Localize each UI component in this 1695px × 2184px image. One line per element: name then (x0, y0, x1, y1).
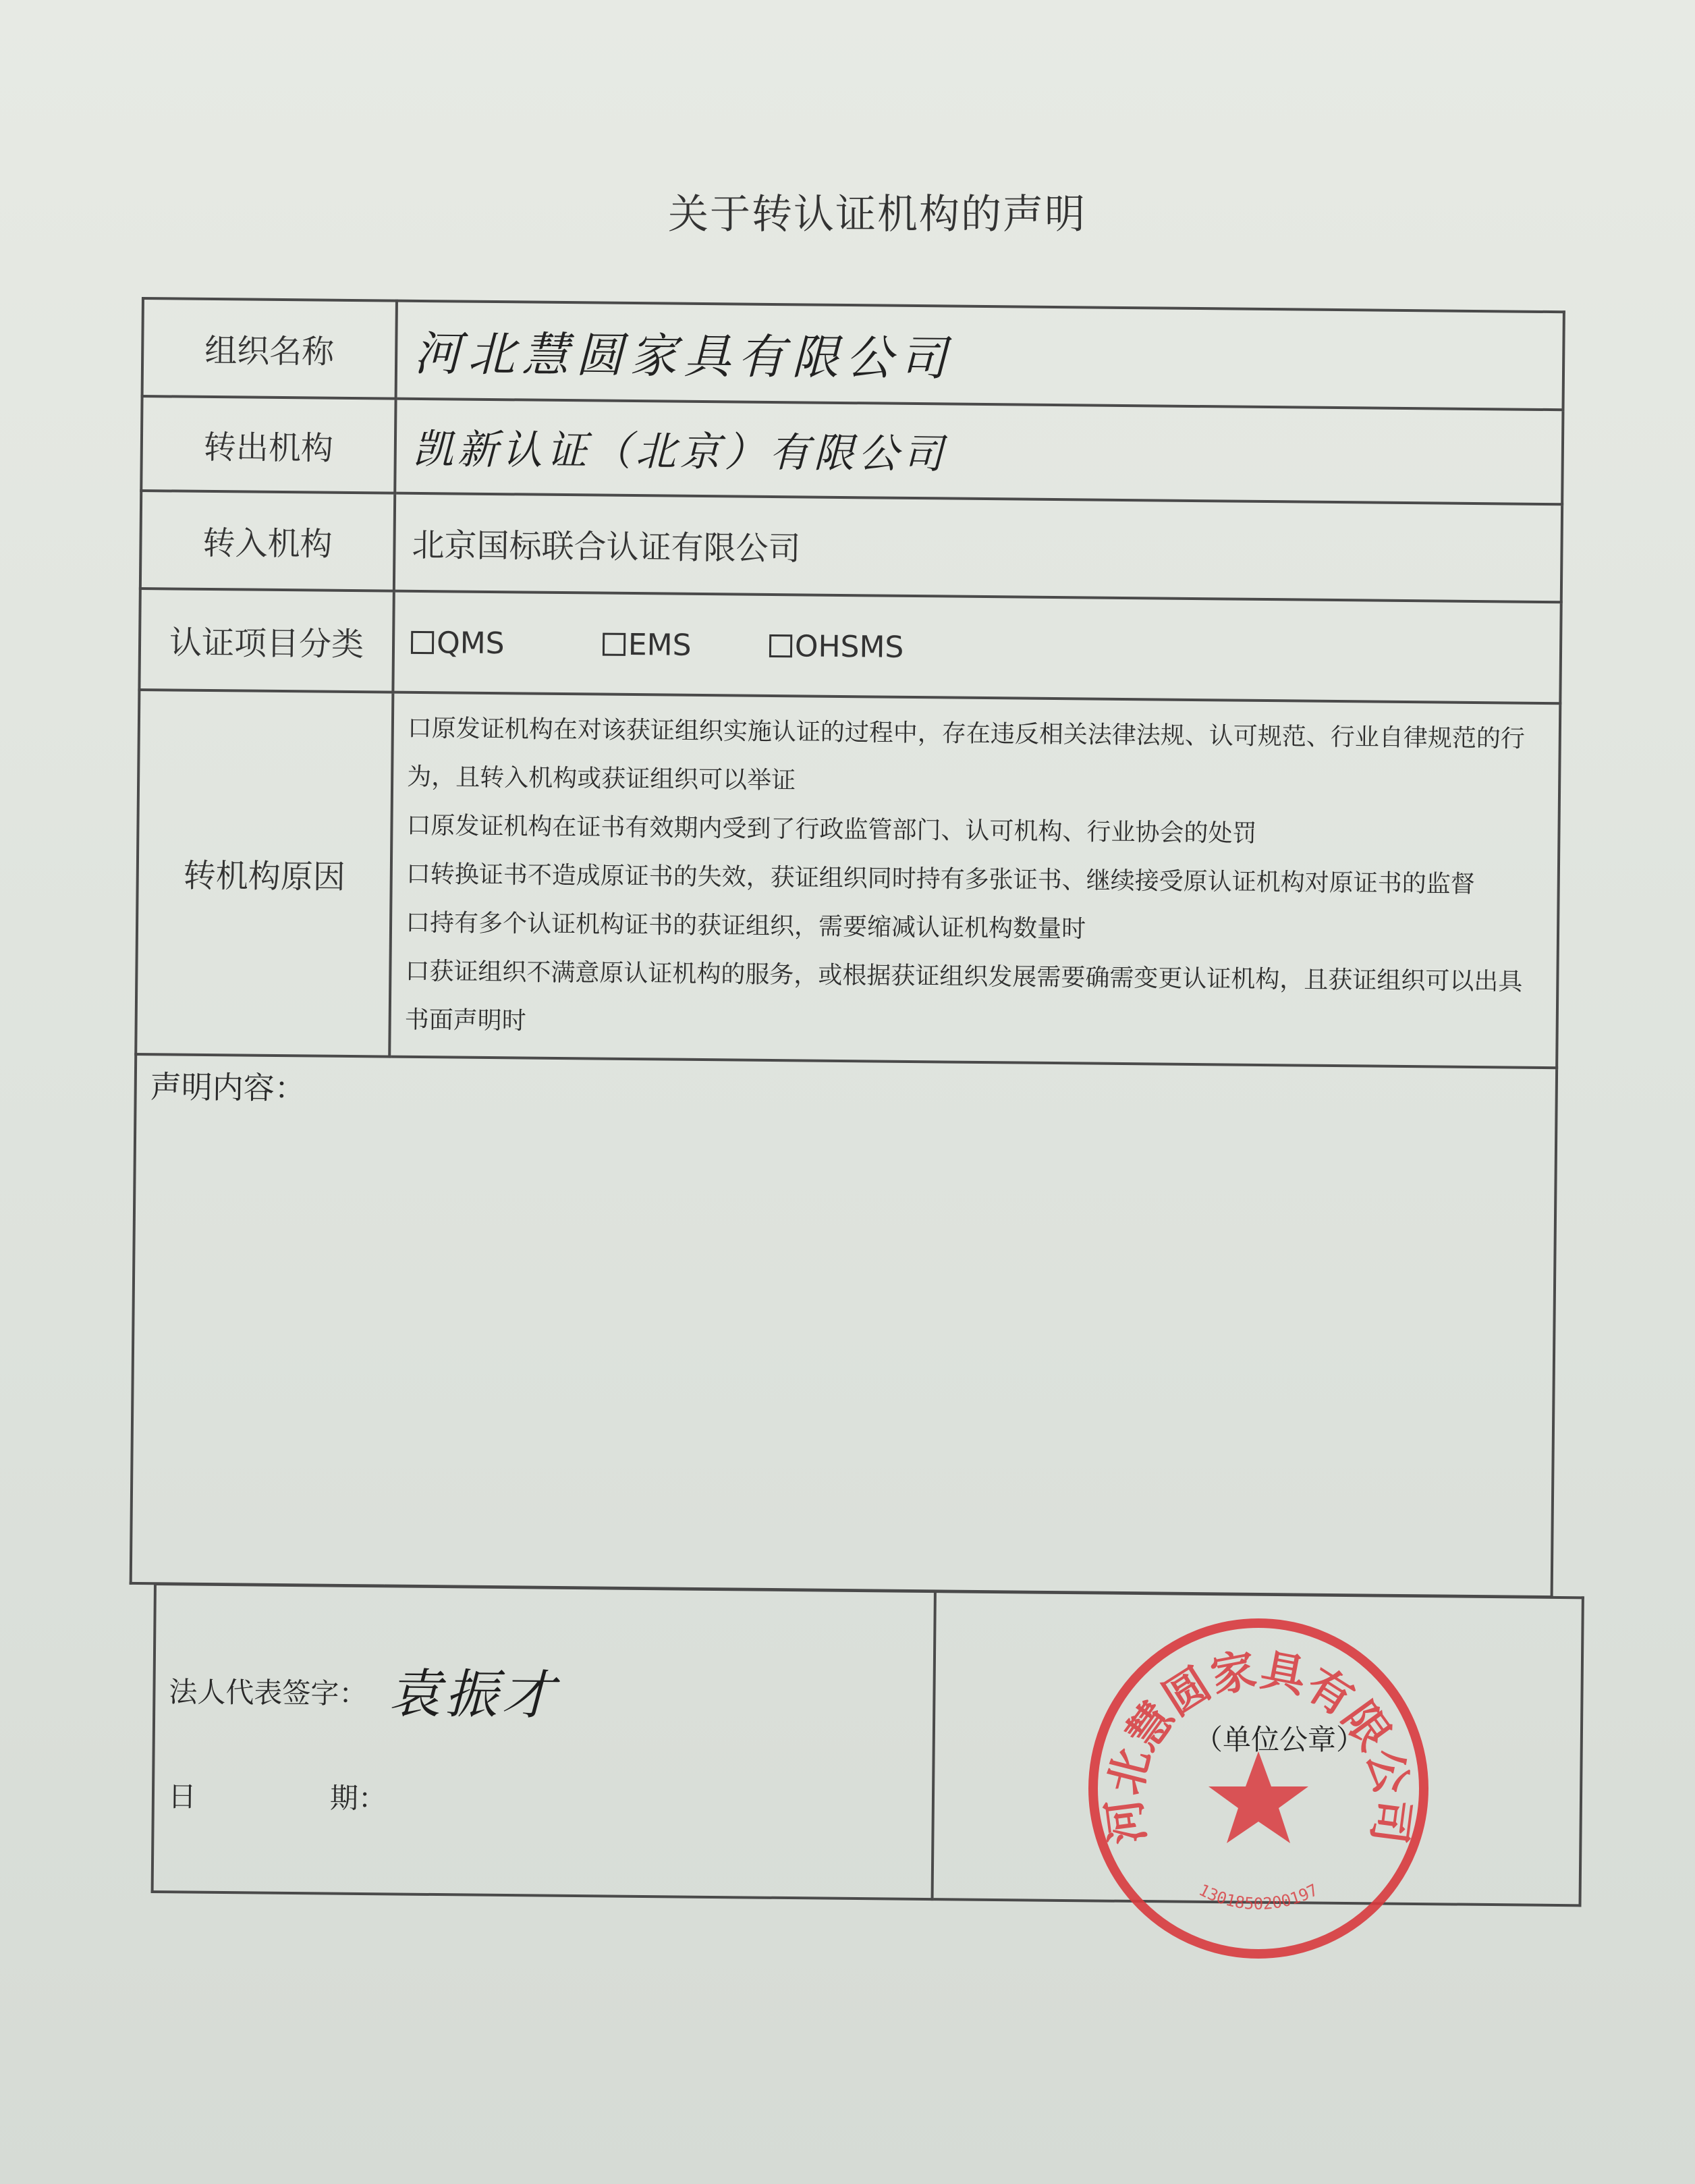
reason-item: 口获证组织不满意原认证机构的服务，或根据获证组织发展需要确需变更认证机构，且获证组织可以出具书面声明时 (404, 957, 1523, 1035)
row-statement (131, 1054, 1557, 1597)
row-reasons (136, 690, 1560, 1068)
option-qms[interactable] (411, 626, 505, 661)
row-category (139, 589, 1561, 703)
from-agency-label: 转出机构 (141, 396, 395, 493)
to-agency-value: 北京国标联合认证有限公司 (394, 493, 1562, 603)
option-ems-label: EMS (628, 627, 692, 663)
seal-star-icon (1208, 1751, 1308, 1843)
row-org-name (142, 298, 1564, 410)
org-name-label: 组织名称 (142, 298, 397, 399)
seal-caption: （单位公章） (1194, 1723, 1365, 1756)
statement-area (131, 1054, 1557, 1597)
seal-ring-text: 河北慧圆家具有限公司 (1097, 1643, 1420, 1847)
declaration-form (130, 297, 1565, 1598)
signature-area (152, 1584, 935, 1899)
document-title: 关于转认证机构的声明 (668, 191, 1086, 238)
checkbox-qms[interactable] (411, 631, 434, 654)
signature-label: 法人代表签字： (169, 1675, 368, 1711)
statement-label: 声明内容： (150, 1068, 306, 1107)
reason-item: 口持有多个认证机构证书的获证组织，需要缩减认证机构数量时 (405, 908, 1086, 944)
option-ems[interactable] (603, 628, 692, 663)
company-seal (1080, 1610, 1437, 1967)
reasons-label: 转机构原因 (136, 690, 393, 1057)
option-ohsms-label: OHSMS (794, 629, 904, 665)
row-to-agency (140, 491, 1562, 602)
org-name-value: 河北慧圆家具有限公司 (396, 301, 1564, 410)
checkbox-ohsms[interactable] (769, 634, 792, 657)
option-ohsms[interactable] (769, 629, 904, 665)
option-qms-label: QMS (436, 626, 505, 661)
signature-name: 袁振才 (387, 1664, 559, 1726)
reason-item: 口原发证机构在对该获证组织实施认证的过程中，存在违反相关法律法规、认可规范、行业自律规范的行为，且转入机构或获证组织可以举证 (406, 714, 1526, 795)
row-from-agency (141, 396, 1563, 504)
category-options (393, 591, 1561, 704)
reason-item: 口原发证机构在证书有效期内受到了行政监管部门、认可机构、行业协会的处罚 (406, 811, 1257, 848)
seal-number: 1301850200197 (1196, 1880, 1321, 1914)
reasons-list (389, 692, 1560, 1068)
date-label: 日 (167, 1780, 197, 1813)
reason-item: 口转换证书不造成原证书的失效，获证组织同时持有多张证书、继续接受原认证机构对原证书的监督 (406, 860, 1475, 899)
checkbox-ems[interactable] (603, 633, 626, 656)
from-agency-value: 凯新认证（北京）有限公司 (395, 399, 1563, 505)
date-label-suffix: 期： (329, 1781, 387, 1816)
to-agency-label: 转入机构 (140, 491, 395, 591)
category-label: 认证项目分类 (139, 589, 393, 692)
